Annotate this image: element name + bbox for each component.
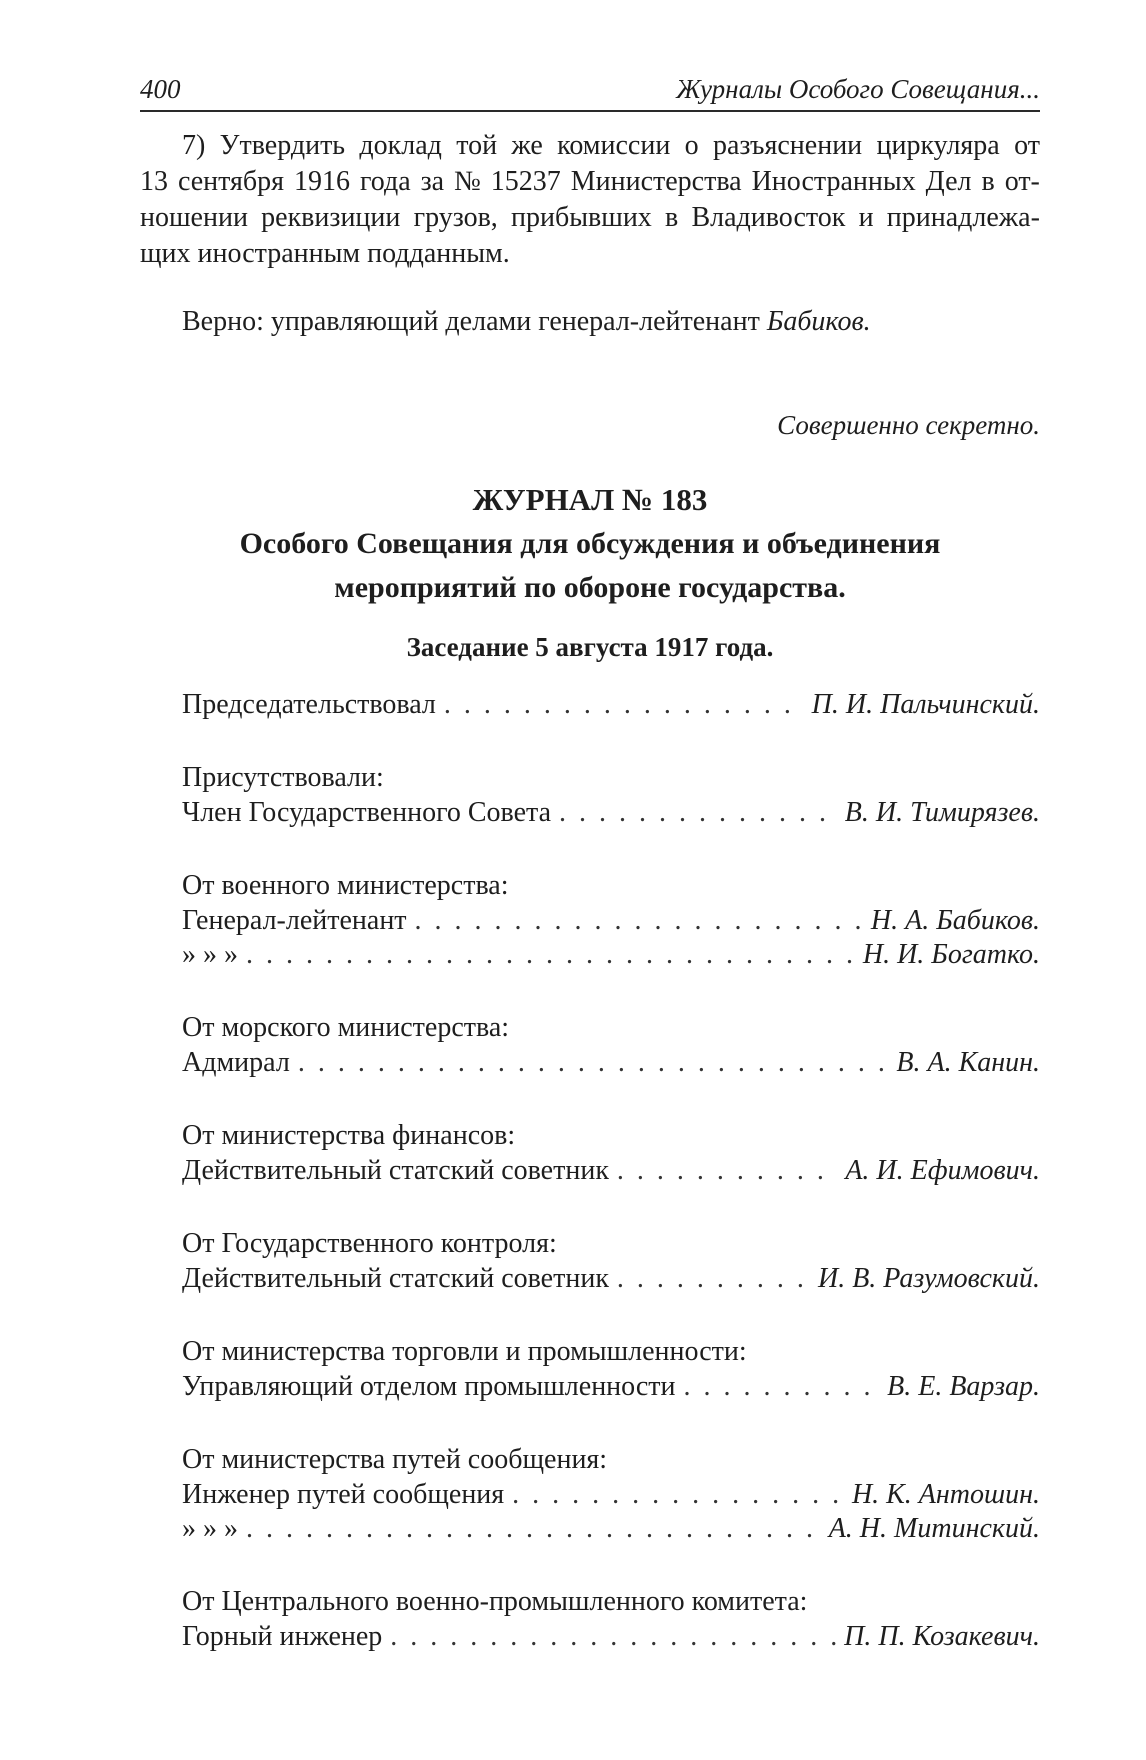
word: Дел — [925, 166, 972, 197]
roster-group — [182, 1118, 1040, 1188]
roster-group — [182, 1584, 1040, 1654]
roster-role: Член Государственного Совета — [182, 797, 552, 828]
dot-leader — [684, 1370, 880, 1404]
word: Утвердить — [219, 130, 346, 161]
roster-entry — [182, 688, 1040, 722]
roster-entry — [182, 1370, 1040, 1404]
page-number: 400 — [140, 74, 181, 104]
roster-entry — [182, 1620, 1040, 1654]
roster-entry — [182, 938, 1040, 972]
roster-group-heading: От Государственного контроля: — [182, 1228, 557, 1259]
word: доклад — [359, 130, 442, 161]
journal-title-block — [140, 478, 1040, 610]
paragraph-line — [140, 200, 1040, 236]
attestation-text: Верно: управляющий делами генерал-лейтенант — [182, 306, 767, 337]
attendance-roster — [182, 688, 1040, 1692]
word: от- — [1004, 166, 1040, 197]
roster-role: » » » — [182, 939, 238, 970]
session-date: Заседание 5 августа 1917 года. — [406, 632, 774, 662]
roster-group — [182, 1334, 1040, 1404]
roster-group-heading: От министерства торговли и промышленности: — [182, 1336, 747, 1367]
roster-entry — [182, 1046, 1040, 1080]
roster-person: Н. К. Антошин. — [851, 1479, 1040, 1510]
word: комиссии — [557, 130, 671, 161]
word: № — [454, 166, 481, 197]
dot-leader — [246, 938, 855, 972]
roster-group-heading: От министерства путей сообщения: — [182, 1444, 608, 1475]
paragraph-line — [140, 128, 1040, 164]
word: ношении — [140, 202, 248, 233]
word: прибывших — [511, 202, 652, 233]
attestation — [182, 306, 871, 338]
word: за — [420, 166, 445, 197]
word: принадлежа- — [886, 202, 1040, 233]
attestation-signatory: Бабиков. — [766, 306, 871, 337]
roster-person: В. И. Тимирязев. — [844, 797, 1040, 828]
roster-person: П. И. Пальчинский. — [811, 689, 1040, 720]
word: Владивосток — [691, 202, 846, 233]
dot-leader — [512, 1478, 844, 1512]
roster-role: Инженер путей сообщения — [182, 1479, 505, 1510]
roster-role: Генерал-лейтенант — [182, 905, 407, 936]
roster-group-heading: От министерства финансов: — [182, 1120, 516, 1151]
journal-subtitle-line-1: Особого Совещания для обсуждения и объединения — [239, 527, 941, 560]
roster-person: В. Е. Варзар. — [887, 1371, 1040, 1402]
roster-role: Председательствовал — [182, 689, 436, 720]
running-title: Журналы Особого Совещания... — [676, 74, 1040, 104]
roster-group-heading: От Центрального военно-промышленного комитета: — [182, 1586, 808, 1617]
running-header — [140, 68, 1040, 112]
journal-subtitle-line-2: мероприятий по обороне государства. — [334, 571, 846, 604]
journal-number-title: ЖУРНАЛ № 183 — [472, 482, 708, 517]
word: грузов, — [413, 202, 498, 233]
word: от — [1014, 130, 1040, 161]
word: Министерства — [570, 166, 742, 197]
roster-entry — [182, 1154, 1040, 1188]
roster-person: И. В. Разумовский. — [817, 1263, 1040, 1294]
roster-person: П. П. Козакевич. — [844, 1621, 1040, 1652]
dot-leader — [415, 904, 863, 938]
word: о — [684, 130, 699, 161]
roster-role: Горный инженер — [182, 1621, 383, 1652]
roster-person: Н. А. Бабиков. — [870, 905, 1040, 936]
roster-group — [182, 1442, 1040, 1546]
item-7-paragraph — [140, 128, 1040, 272]
word: 1916 — [294, 166, 350, 197]
word: в — [981, 166, 995, 197]
roster-role: » » » — [182, 1513, 238, 1544]
roster-group — [182, 868, 1040, 972]
dot-leader — [559, 796, 837, 830]
word: разъяснении — [713, 130, 863, 161]
dot-leader — [617, 1154, 837, 1188]
word: в — [665, 202, 679, 233]
roster-group — [182, 688, 1040, 722]
roster-group-heading: Присутствовали: — [182, 762, 384, 793]
document-page — [140, 0, 1040, 1760]
roster-role: Адмирал — [182, 1047, 290, 1078]
roster-group — [182, 760, 1040, 830]
word: 15237 — [490, 166, 561, 197]
dot-leader — [390, 1620, 836, 1654]
roster-group-heading: От военного министерства: — [182, 870, 509, 901]
roster-role: Управляющий отделом промышленности — [182, 1371, 676, 1402]
roster-person: А. Н. Митинский. — [828, 1513, 1040, 1544]
word: той — [456, 130, 498, 161]
word: 7) — [182, 130, 206, 161]
word: же — [511, 130, 543, 161]
word: циркуляра — [876, 130, 1000, 161]
word: 13 — [140, 166, 168, 197]
roster-person: Н. И. Богатко. — [862, 939, 1040, 970]
roster-person: В. А. Канин. — [896, 1047, 1040, 1078]
roster-group-heading: От морского министерства: — [182, 1012, 510, 1043]
word: и — [858, 202, 874, 233]
word: сентября — [177, 166, 285, 197]
word: года — [359, 166, 411, 197]
word: реквизиции — [261, 202, 401, 233]
roster-person: А. И. Ефимович. — [845, 1155, 1040, 1186]
dot-leader — [246, 1512, 821, 1546]
dot-leader — [617, 1262, 810, 1296]
roster-entry — [182, 904, 1040, 938]
word: Иностранных — [751, 166, 916, 197]
roster-entry — [182, 1512, 1040, 1546]
classification-mark: Совершенно секретно. — [777, 410, 1040, 440]
roster-entry — [182, 1262, 1040, 1296]
roster-role: Действительный статский советник — [182, 1263, 609, 1294]
roster-entry — [182, 1478, 1040, 1512]
roster-entry — [182, 796, 1040, 830]
paragraph-line — [140, 164, 1040, 200]
roster-group — [182, 1010, 1040, 1080]
dot-leader — [298, 1046, 889, 1080]
dot-leader — [444, 688, 804, 722]
paragraph-line: щих иностранным подданным. — [140, 238, 510, 269]
roster-role: Действительный статский советник — [182, 1155, 609, 1186]
roster-group — [182, 1226, 1040, 1296]
